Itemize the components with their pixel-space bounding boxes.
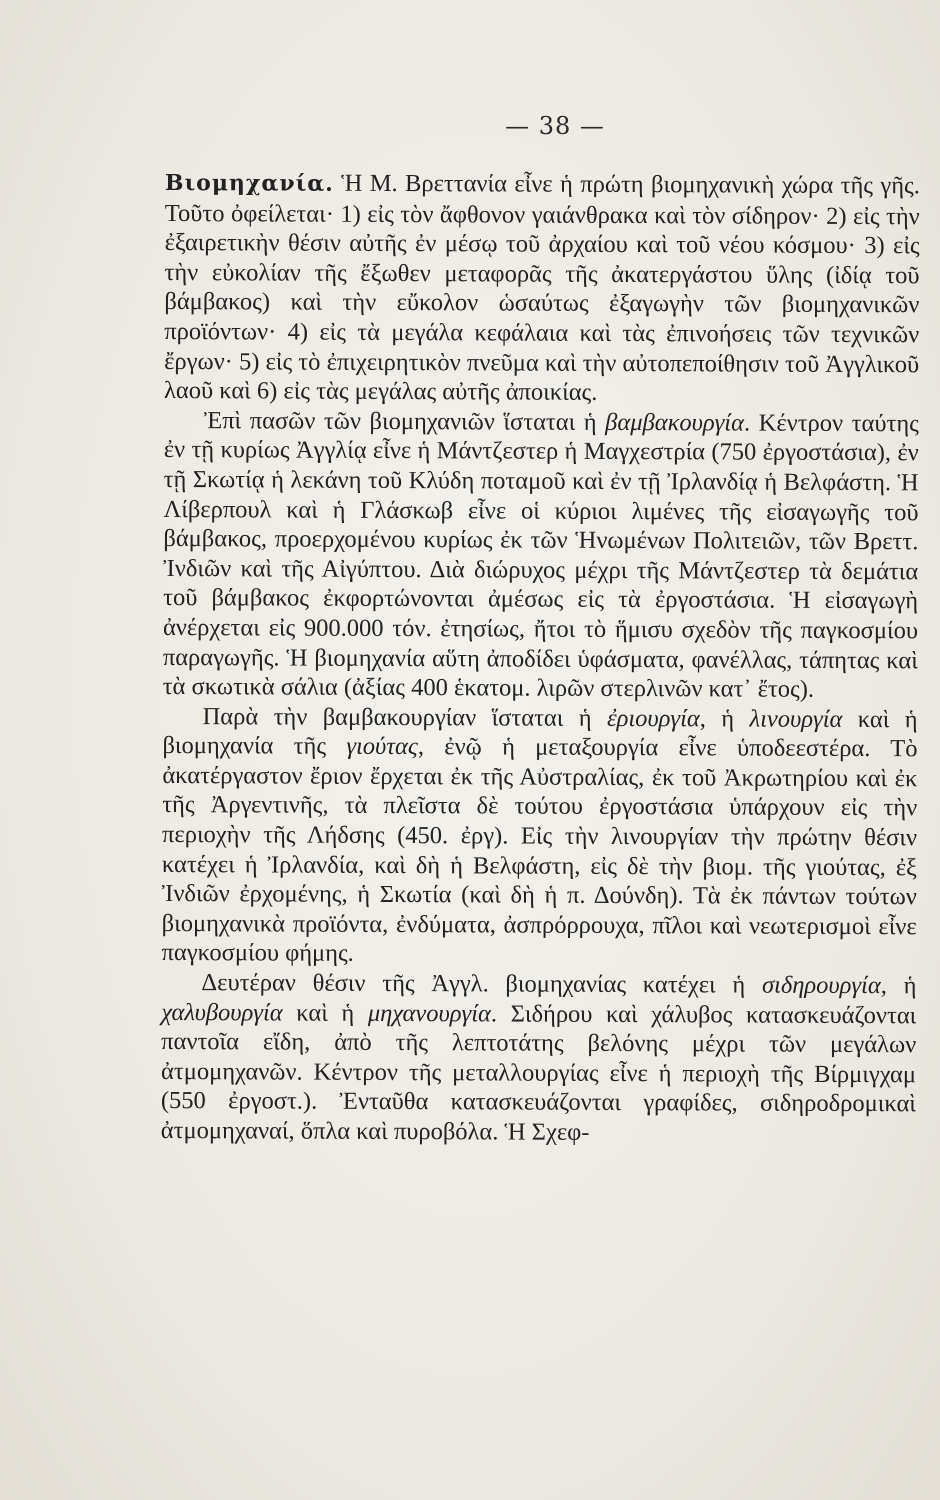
paragraph	[164, 168, 920, 409]
text-segment: Ἐπὶ πασῶν τῶν βιομηχανιῶν ἵσταται ἡ	[203, 406, 606, 436]
italic-term: σιδηρουργία	[761, 971, 881, 1000]
text-segment: καὶ ἡ βιομηχανία τῆς	[162, 705, 918, 761]
text-segment: , ἡ	[699, 705, 750, 733]
text-segment: Δευτέραν θέσιν τῆς Ἀγγλ. βιομηχανίας κατέχει ἡ	[201, 969, 763, 999]
paragraph	[163, 406, 919, 705]
text-segment: καὶ ἡ	[282, 999, 368, 1027]
text-segment: . Κέντρον ταύτης ἐν τῇ κυρίως Ἀγγλίᾳ εἶνε ἡ Μάντζεστερ ἡ Μαγχεστρία (750 ἐργοστάσια), ἐν τῇ Σκωτίᾳ ἡ λεκάνη τοῦ Κλύδη ποταμοῦ καὶ ἐν τῇ Ἰρλανδίᾳ ἡ Βελφάστη. Ἡ Λίβερπουλ καὶ ἡ Γλάσκωβ εἶνε οἱ κύριοι λιμένες τῆς εἰσαγωγῆς τοῦ βάμβακος, προερχομένου κυρίως ἐκ τῶν Ἡνωμένων Πολιτειῶν, τῶν Βρεττ. Ἰνδιῶν καὶ τῆς Αἰγύπτου. Διὰ διώρυχος μέχρι τῆς Μάντζεστερ τὰ δεμάτια τοῦ βάμβακος ἐκφορτώνονται ἀμέσως εἰς τὰ ἐργοστάσια. Ἡ εἰσαγωγὴ ἀνέρχεται εἰς 900.000 τόν. ἐτησίως, ἤτοι τὸ ἥμισυ σχεδὸν τῆς παγκοσμίου παραγωγῆς. Ἡ βιομηχανία αὕτη ἀποδίδει ὑφάσματα, φανέλλας, τάπητας καὶ τὰ σκωτικὰ σάλια (ἀξίας 400 ἑκατομ. λιρῶν στερλινῶν κατ᾽ ἔτος).	[162, 409, 919, 703]
text-segment: . Σιδήρου καὶ χάλυβος κατασκευάζονται παντοῖα εἴδη, ἀπὸ τῆς λεπτοτάτης βελόνης μέχρι τῶν μεγάλων ἀτμομηχανῶν. Κέντρον τῆς μεταλλουργίας εἶνε ἡ περιοχὴ τῆς Βίρμιγχαμ (550 ἐργοστ.). Ἐνταῦθα κατασκευάζονται γραφίδες, σιδηροδρομικαὶ ἀτμομηχαναί, ὅπλα καὶ πυροβόλα. Ἡ Σχεφ-	[160, 1000, 917, 1146]
section-heading: Βιομηχανία.	[164, 169, 334, 197]
italic-term: χαλυβουργία	[161, 998, 283, 1027]
italic-term: μηχανουργία	[367, 999, 491, 1028]
italic-term: βαμβακουργία	[605, 408, 745, 437]
italic-term: λινουργία	[749, 705, 843, 733]
text-segment: , ἡ	[880, 972, 917, 1000]
text-segment: Ἡ Μ. Βρεττανία εἶνε ἡ πρώτη βιομηχανικὴ χώρα τῆς γῆς. Τοῦτο ὀφείλεται· 1) εἰς τὸν ἄφθονον γαιάνθρακα καὶ τὸν σίδηρον· 2) εἰς τὴν ἐξαιρετικὴν θέσιν αὐτῆς ἐν μέσῳ τοῦ ἀρχαίου καὶ τοῦ νέου κόσμου· 3) εἰς τὴν εὐκολίαν τῆς ἔξωθεν μεταφορᾶς τῆς ἀκατεργάστου ὕλης (ἰδίᾳ τοῦ βάμβακος) καὶ τὴν εὔκολον ὡσαύτως ἐξαγωγὴν τῶν βιομηχανικῶν προϊόντων· 4) εἰς τὰ μεγάλα κεφάλαια καὶ τὰς ἐπινοήσεις τῶν τεχνικῶν ἔργων· 5) εἰς τὸ ἐπιχειρητικὸν πνεῦμα καὶ τὴν αὐτοπεποίθησιν τοῦ Ἀγγλικοῦ λαοῦ καὶ 6) εἰς τὰς μεγάλας αὐτῆς ἀποικίας.	[163, 169, 920, 407]
body-text	[161, 168, 920, 1149]
paragraph	[162, 702, 918, 972]
page-number: — 38 —	[505, 112, 605, 140]
text-segment: , ἐνῷ ἡ μεταξουργία εἶνε ὑποδεεστέρα. Τὸ ἀκατέργαστον ἔριον ἔρχεται ἐκ τῆς Αὐστραλίας, ἐκ τοῦ Ἀκρωτηρίου καὶ ἐκ τῆς Ἀργεντινῆς, τὰ πλεῖστα δὲ τούτου ἐργοστάσια ὑπάρχουν εἰς τὴν περιοχὴν τῆς Λήδσης (450. ἐργ). Εἰς τὴν λινουργίαν τὴν πρώτην θέσιν κατέχει ἡ Ἰρλανδία, καὶ δὴ ἡ Βελφάστη, εἰς δὲ τὴν βιομ. τῆς γιούτας, ἐξ Ἰνδιῶν ἐρχομένης, ἡ Σκωτία (καὶ δὴ ἡ π. Δούνδη). Τὰ ἐκ πάντων τούτων βιομηχανικὰ προϊόντα, ἐνδύματα, ἀσπρόρρουχα, πῖλοι καὶ νεωτερισμοὶ εἶνε παγκοσμίου φήμης.	[161, 733, 918, 968]
paragraph	[161, 968, 917, 1149]
italic-term: ἐριουργία	[606, 704, 700, 733]
text-segment: Παρὰ τὴν βαμβακουργίαν ἵσταται ἡ	[202, 702, 608, 732]
italic-term: γιούτας	[346, 733, 418, 761]
